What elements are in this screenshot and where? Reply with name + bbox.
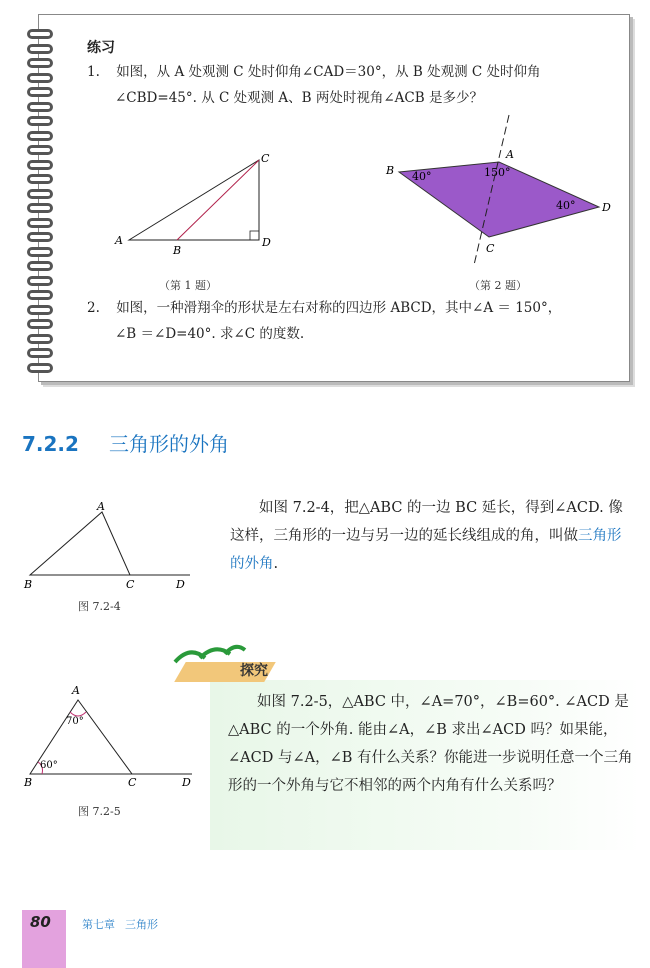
label-b: B [24, 776, 33, 789]
label-c: C [128, 776, 137, 789]
label-b: B [386, 164, 395, 177]
exercise-box [38, 14, 630, 382]
label-c: C [486, 242, 495, 255]
question-1 [87, 59, 541, 111]
spiral-ring [27, 261, 53, 271]
spiral-ring [27, 334, 53, 344]
spiral-ring [27, 319, 53, 329]
figure-7-2-5 [20, 682, 200, 792]
spiral-ring [27, 58, 53, 68]
figure-7-2-4 [20, 500, 200, 595]
spiral-ring [27, 44, 53, 54]
section-heading [22, 428, 229, 457]
spiral-ring [27, 247, 53, 257]
spiral-ring [27, 102, 53, 112]
chapter-label [82, 916, 158, 932]
explore-paragraph: 如图 7.2-5，△ABC 中，∠A=70°，∠B=60°. ∠ACD 是△ABC 的一个外角. 能由∠A，∠B 求出∠ACD 吗？如果能，∠ACD 与∠A，∠B 有什么关系？你能进一步说明任意一个三角形的一个外角与它不相邻的两个内角有什么关系吗？ [228, 694, 633, 794]
angle-b: 60° [40, 760, 58, 771]
spiral-ring [27, 363, 53, 373]
chapter-number: 第七章 [82, 918, 115, 931]
label-c: C [261, 152, 270, 165]
intro-text: 如图 7.2-4，把△ABC 的一边 BC 延长，得到∠ACD. 像这样，三角形的一边与另一边的延长线组成的角，叫做 [230, 500, 623, 544]
spiral-ring [27, 348, 53, 358]
spiral-ring [27, 203, 53, 213]
label-d: D [602, 201, 611, 214]
arrows-icon [170, 640, 250, 670]
label-b: B [173, 244, 182, 257]
fig1-caption: （第 1 题） [159, 279, 217, 292]
spiral-ring [27, 290, 53, 300]
q2-number: 2. [87, 300, 100, 316]
spiral-ring [27, 145, 53, 155]
chapter-title: 三角形 [125, 918, 158, 931]
explore-label: 探究 [240, 663, 268, 679]
angle-a: 150° [484, 166, 511, 179]
section-title: 三角形的外角 [108, 432, 229, 456]
label-a: A [72, 684, 80, 697]
exercise-title: 练习 [87, 40, 115, 56]
angle-d: 40° [556, 199, 576, 212]
term-exterior-angle: 三角形的外角 [230, 528, 622, 572]
angle-b: 40° [412, 170, 432, 183]
intro-end: . [273, 556, 279, 572]
spiral-ring [27, 116, 53, 126]
label-a: A [506, 148, 514, 161]
section-number: 7.2.2 [22, 432, 79, 456]
explore-badge [170, 640, 280, 685]
spiral-ring [27, 131, 53, 141]
label-d: D [176, 578, 185, 591]
question-2 [87, 295, 561, 347]
fig2-caption: （第 2 题） [469, 279, 527, 292]
fig724-caption: 图 7.2-4 [78, 600, 121, 613]
spiral-ring [27, 87, 53, 97]
q1-line2: ∠CBD=45°. 从 C 处观测 A、B 两处时视角∠ACB 是多少？ [115, 90, 483, 106]
label-a: A [115, 234, 123, 247]
label-d: D [262, 236, 271, 249]
q1-line1: 如图，从 A 处观测 C 处时仰角∠CAD＝30°，从 B 处观测 C 处时仰角 [116, 64, 541, 80]
q2-line2: ∠B ＝∠D=40°. 求∠C 的度数. [115, 326, 305, 342]
label-b: B [24, 578, 33, 591]
q1-number: 1. [87, 64, 100, 80]
label-d: D [182, 776, 191, 789]
spiral-ring [27, 29, 53, 39]
spiral-ring [27, 73, 53, 83]
label-c: C [126, 578, 135, 591]
figure-q2-kite [374, 110, 614, 270]
spiral-ring [27, 232, 53, 242]
fig725-caption: 图 7.2-5 [78, 805, 121, 818]
spiral-ring [27, 160, 53, 170]
spiral-ring [27, 305, 53, 315]
angle-a: 70° [66, 716, 84, 727]
q2-line1: 如图，一种滑翔伞的形状是左右对称的四边形 ABCD，其中∠A ＝ 150°， [116, 300, 562, 316]
figure-q1 [109, 150, 289, 260]
page-number: 80 [30, 913, 51, 931]
intro-paragraph [230, 494, 632, 578]
spiral-ring [27, 218, 53, 228]
label-a: A [97, 500, 105, 513]
spiral-ring [27, 276, 53, 286]
spiral-ring [27, 174, 53, 184]
spiral-ring [27, 189, 53, 199]
